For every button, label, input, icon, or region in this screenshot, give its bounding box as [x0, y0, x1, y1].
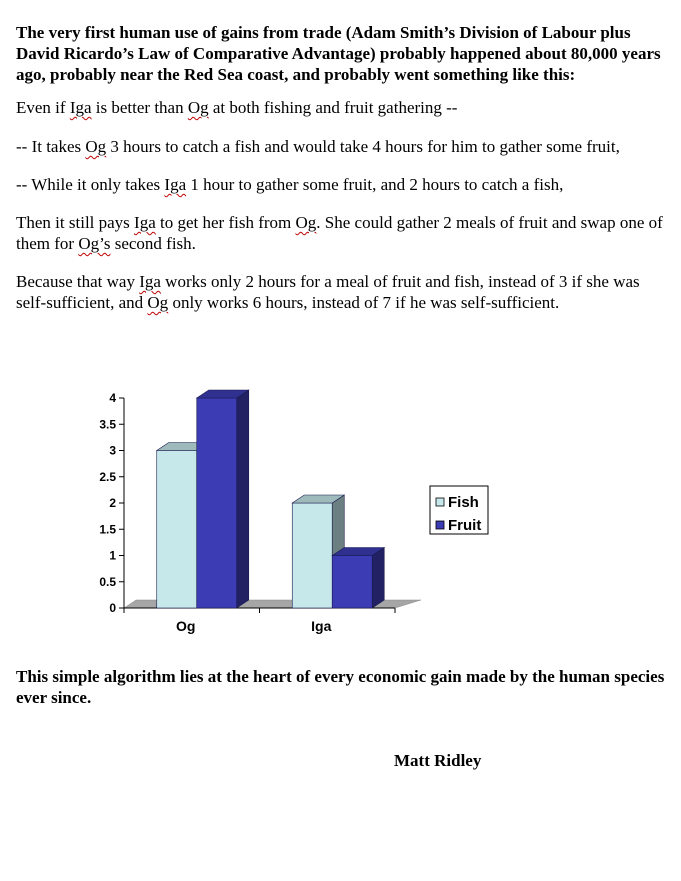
bar-og-fruit [197, 398, 237, 608]
bar-side-iga-fruit [372, 548, 384, 609]
bar-og-fish [157, 451, 197, 609]
y-tick-label: 1.5 [99, 522, 116, 537]
spellcheck-word: Iga [134, 213, 156, 232]
spellcheck-word: Iga [69, 98, 92, 117]
y-tick-label: 2 [109, 496, 116, 510]
document-body [16, 22, 666, 313]
spellcheck-word: Iga [164, 175, 187, 194]
y-tick-label: 0.5 [99, 574, 116, 589]
y-tick-label: 3.5 [99, 417, 116, 432]
iga-better-paragraph: Even if Iga is better than Og at both fishing and fruit gathering -- [16, 98, 458, 117]
x-category-label: Iga [311, 618, 332, 634]
spellcheck-word: Og [85, 137, 107, 156]
og-times-paragraph: -- It takes Og 3 hours to catch a fish and would take 4 hours for him to gather some fruit, [16, 137, 620, 156]
legend-swatch-fish [436, 498, 444, 506]
bar-chart-svg [60, 380, 520, 640]
bar-chart [60, 380, 520, 640]
iga-times-paragraph: -- While it only takes Iga 1 hour to gather some fruit, and 2 hours to catch a fish, [16, 175, 564, 194]
spellcheck-word: Og’s [78, 234, 111, 253]
because-paragraph: Because that way Iga works only 2 hours for a meal of fruit and fish, instead of 3 if she was self-sufficient, and Og only works 6 hours, instead of 7 if he was self-sufficient. [16, 272, 640, 312]
y-tick-label: 1 [109, 548, 116, 563]
bar-iga-fish [292, 503, 332, 608]
legend-label-fish: Fish [448, 494, 479, 511]
conclusion-paragraph: This simple algorithm lies at the heart of every economic gain made by the human species ever since. [16, 667, 665, 707]
legend-swatch-fruit [436, 521, 444, 529]
spellcheck-word: Og [147, 293, 169, 312]
spellcheck-word: Iga [139, 272, 161, 291]
author-name: Matt Ridley [394, 751, 482, 770]
x-category-label: Og [176, 618, 196, 634]
y-tick-label: 2.5 [99, 469, 116, 484]
y-tick-label: 4 [109, 391, 116, 405]
y-tick-label: 3 [109, 443, 116, 458]
bar-iga-fruit [332, 556, 372, 609]
spellcheck-word: Og [187, 98, 209, 117]
y-tick-label: 0 [109, 601, 116, 615]
bar-side-og-fruit [237, 390, 249, 608]
spellcheck-word: Og [295, 213, 317, 232]
then-pays-paragraph: Then it still pays Iga to get her fish from Og. She could gather 2 meals of fruit and swap one of them for Og’s second fish. [16, 213, 663, 253]
legend-label-fruit: Fruit [448, 517, 482, 534]
intro-paragraph: The very first human use of gains from trade (Adam Smith’s Division of Labour plus David Ricardo’s Law of Comparative Advantage) probably happened about 80,000 years ago, probably near the Red Sea coast, and probably went something like this: [16, 23, 661, 84]
